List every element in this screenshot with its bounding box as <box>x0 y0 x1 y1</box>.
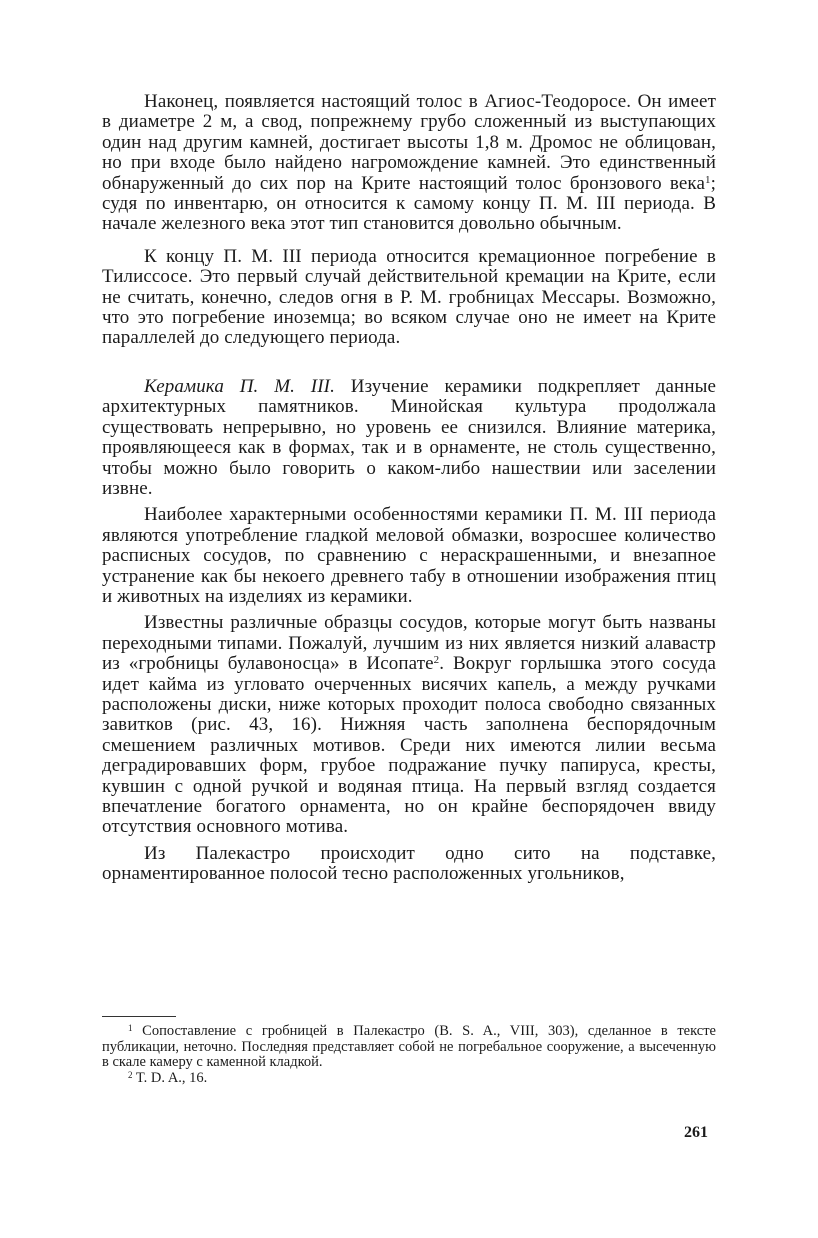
footnote-divider <box>102 1016 176 1017</box>
paragraph-transitional-vessels <box>102 613 716 837</box>
paragraph-ceramics-features <box>102 505 716 607</box>
paragraph-text: Известны различные образцы сосудов, которые могут быть названы переходными типами. Пожалуй, лучшим из них является низкий алавастр из «гробницы булавоносца» в Исопате <box>102 612 716 675</box>
book-page <box>102 92 716 1212</box>
paragraph-text: Изучение керамики подкрепляет данные архитектурных памятников. Минойская культура продолжала существовать непрерывно, но уровень ее снизился. Влияние материка, проявляющееся как в формах, так и в орнаменте, не столь существенно, чтобы можно было говорить о каком-либо нашествии или заселении извне. <box>102 375 716 499</box>
footnote-mark: 2 <box>128 1069 133 1080</box>
section-heading: Керамика П. М. III. <box>144 375 335 397</box>
paragraph-text-tail: . Вокруг горлышка этого сосуда идет кайма из угловато очерченных висячих капель, а между ручками расположены диски, ниже которых проходит полоса свободно связанных завитков (рис. 43, 16). Нижняя часть заполнена беспорядочным смешением различных мотивов. Среди них имеются лилии весьма деградировавших форм, грубое подражание пучку папируса, кресты, кувшин с одной ручкой и водяная птица. На первый взгляд создается впечатление богатого орнамента, но он крайне беспорядочен ввиду отсутствия основного мотива. <box>102 653 716 838</box>
footnote-text: T. D. A., 16. <box>132 1069 208 1086</box>
footnote-mark: 1 <box>128 1023 133 1033</box>
footnote-2 <box>102 1071 716 1087</box>
paragraph-ceramics-intro <box>102 377 716 499</box>
paragraph-tholos <box>102 92 716 235</box>
paragraph-cremation <box>102 247 716 349</box>
paragraph-palaikastro-sieve <box>102 844 716 885</box>
paragraph-text: К концу П. М. III периода относится кремационное погребение в Тилиссосе. Это первый случай действительной кремации на Крите, если не считать, конечно, следов огня в Р. М. гробницах Мессары. Возможно, что это погребение иноземца; во всяком случае оно не имеет на Крите параллелей до следующего периода. <box>102 245 716 349</box>
footnote-1 <box>102 1024 716 1071</box>
footnote-ref-1[interactable]: 1 <box>705 173 711 186</box>
paragraph-text: Наконец, появляется настоящий толос в Агиос-Теодоросе. Он имеет в диаметре 2 м, а свод, попрежнему грубо сложенный из выступающих один над другим камней, достигает высоты 1,8 м. Дромос не облицован, но при входе было найдено нагромождение камней. Это единственный обнаруженный до сих пор на Крите настоящий толос бронзового века <box>102 91 716 194</box>
paragraph-text: Наиболее характерными особенностями керамики П. М. III периода являются употребление гладкой меловой обмазки, возросшее количество расписных сосудов, по сравнению с нераскрашенными, и внезапное устранение как бы некоего древнего табу в отношении изображения птиц и животных на изделиях из керамики. <box>102 504 716 607</box>
paragraph-text-tail: ; судя по инвентарю, он относится к самому концу П. М. III периода. В начале железного века этот тип становится довольно обычным. <box>102 172 716 235</box>
footnotes <box>102 1024 716 1086</box>
paragraph-text: Из Палекастро происходит одно сито на подставке, орнаментированное полосой тесно расположенных угольников, <box>102 842 716 885</box>
footnote-text: Сопоставление с гробницей в Палекастро (B. S. A., VIII, 303), сделанное в тексте публикации, неточно. Последняя представляет собой не погребальное сооружение, а высеченную в скале камеру с каменной кладкой. <box>102 1023 716 1070</box>
footnote-ref-2[interactable]: 2 <box>433 654 440 667</box>
page-number: 261 <box>684 1124 708 1141</box>
